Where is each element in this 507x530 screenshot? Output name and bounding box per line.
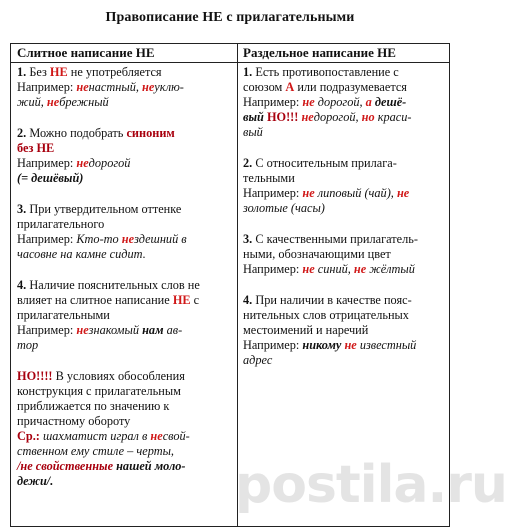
right-column — [243, 65, 447, 384]
right-rule-4: 4. При наличии в качестве пояс- нительных слов отрицательных местоимений и наречий Например: никому не известный адрес — [243, 293, 417, 367]
right-rule-2: 2. С относительным прилага- тельными Например: не липовый (чай), не золотые (часы) — [243, 156, 410, 215]
header-divider — [11, 62, 449, 63]
left-column — [17, 65, 233, 505]
page-title: Правописание НЕ с прилагательными — [105, 10, 355, 25]
left-rule-1: 1. Без НЕ не употребляется Например: ненастный, неуклю- жий, небрежный — [17, 65, 184, 109]
left-rule-3: 3. При утвердительном оттенке прилагательного Например: Кто-то нездешний в часовне на камне сидит. — [17, 202, 187, 261]
column-divider — [237, 44, 238, 526]
left-column-header: Слитное написание НЕ — [17, 45, 155, 60]
right-rule-3: 3. С качественными прилагатель- ными, обозначающими цвет Например: не синий, не жёлтый — [243, 232, 418, 276]
right-column-header: Раздельное написание НЕ — [243, 45, 396, 60]
watermark: postila.ru — [235, 455, 507, 515]
left-rule-2: 2. Можно подобрать синоним без НЕ Например: недорогой (= дешёвый) — [17, 126, 175, 185]
right-rule-1: 1. Есть противопоставление с союзом А или подразумевается Например: не дорогой, а дешё- вый НО!!! недорогой, но краси- вый — [243, 65, 412, 139]
left-rule-4: 4. Наличие пояснительных слов не влияет на слитное написание НЕ с прилагательными Например: незнакомый нам ав- тор — [17, 278, 200, 352]
left-note-obosoblenie: НО!!!! В условиях обособления конструкция с прилагательным приближается по значению к причастному обороту Ср.: шахматист играл в несвой- ственном ему стиле – черты, /не свойственные нашей моло- дежи/. — [17, 369, 190, 488]
